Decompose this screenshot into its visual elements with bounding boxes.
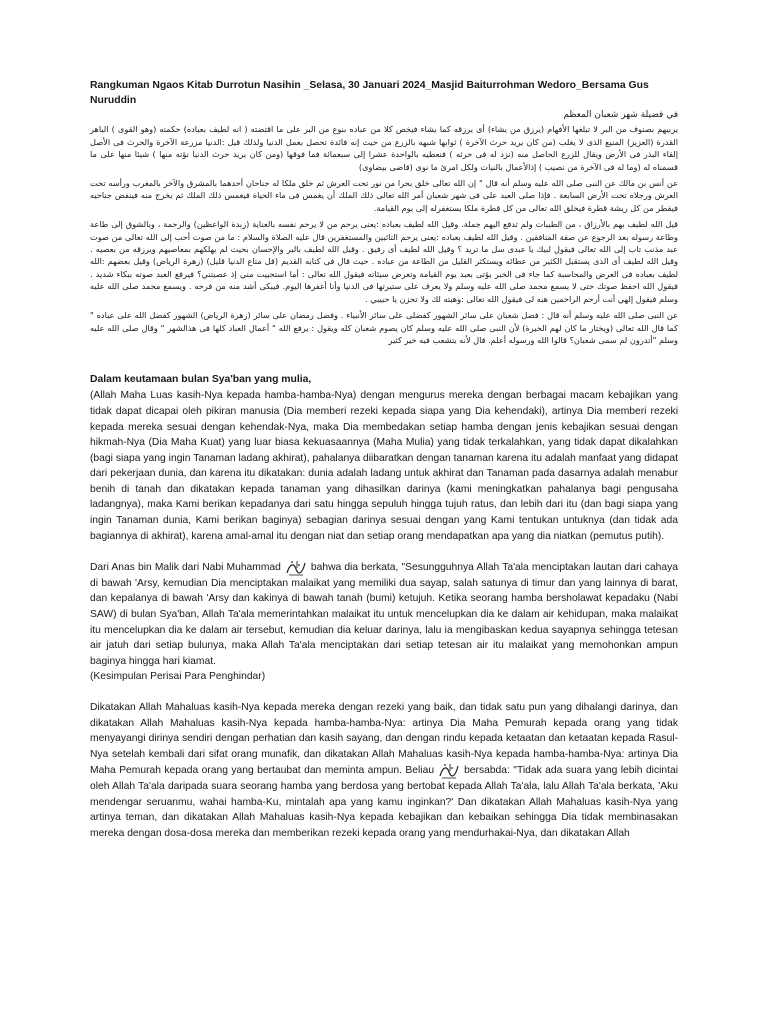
salawat-calligraphy-icon (284, 559, 308, 575)
arabic-paragraph-1: يربيهم بصنوف من البر لا تبلغها الأفهام (يرزق من يشاء) أى يرزقه كما يشاء فيخص كلا من عباده بنوع من البر على ما اقتضته ( انه لطيف بعباده) حكمته (وهو القوى ) الباهر القدرة (العزيز) المنيع الذى لا يغلب (من كان يريد حرث الآخرة ) ثوابها شبهه بالزرع من حيث إنه فائدة تحصل بعمل الدنيا ولذلك قيل :الدنيا مزرعة الآخرة والحرث فى الأصل إلقاء البذر فى الأرض ويقال للزرع الحاصل منه (نزد له فى حرثه ) فنعطيه بالواحدة عشرا إلى سبعمائة فما فوقها (ومن كان يريد حرث الدنيا نؤته منها ) شيئا منها على ما قسمناه له (وما له فى الآخرة من نصيب ) إذالأعمال بالنيات ولكل امرئ ما نوى (قاضى بيضاوى) (90, 124, 678, 172)
translation-paragraph-1: (Allah Maha Luas kasih-Nya kepada hamba-hamba-Nya) dengan mengurus mereka dengan berbagai macam kebajikan yang tidak dapat dicapai oleh pikiran manusia (Dia memberi rezeki kepada siapa yang Dia kehendaki), artinya Dia memberi rezeki kepada mereka sesuai dengan kehendak-Nya, maka Dia membedakan setiap hamba dengan jenis kebajikan sesuai dengan hikmah-Nya (Dia Maha Kuat) yang luar biasa kekuasaannya (Maha Mulia) yang tidak terkalahkan, yang tidak dapat dikalahkan (bagi siapa yang ingin Tanaman ladang akhirat), pahalanya diibaratkan dengan tanaman karena itu adalah manfaat yang didapat dari pekerjaan dunia, dan karena itu dikatakan: dunia adalah ladang untuk akhirat dan Tanaman pada dasarnya adalah menabur benih di tanah dan dikatakan kepada tanaman yang dihasilkan darinya (kami meningkatkan pahalanya bagi pengusaha ladangnya), maka Kami berikan kepadanya dari satu hingga sepuluh hingga tujuh ratus, dan lebih dari itu (dan bagi siapa yang ingin Tanaman dunia, Kami berikan baginya) sebagian darinya sesuai dengan yang Kami tentukan untuknya (dan tidak ada bagiannya di akhirat), karena amal-amal itu dengan niat dan setiap orang mendapatkan apa yang dia niatkan (pemutus putih). (90, 390, 678, 542)
translation-paragraph-3 (90, 700, 678, 841)
arabic-paragraph-3: قيل الله لطيف بهم بالأرزاق ، من الطيبات ولم تدفع اليهم جملة. وقيل الله لطيف بعباده :يعنى يرحم من لا يرحم نفسه بالعناية (زبدة الواعظين) والرحمة ، وبالشوق إلى طاعة وطاعة رسوله بعد الرجوع عن صفة المنافقين . وقيل الله لطيف بعباده :يعنى يرحم التائبين والمستغفرين قال عليه الصلاة والسلام : ما من صوت أحب إلى الله تعالى من صوت عبد مذنب تاب إلى الله تعالى فيقول لبيك يا عبدى سل ما تريد ؟ وقيل الله لطيف أى رفيق . وقيل الله لطيف بالبر والإحسان بحيث لم يهلكهم بمعاصيهم ويرزقه من بعصيه . وقيل الله لطيف أى الذى يستقبل الكثير من عطائه ويستكثر القليل من الطاعة من عباده . حيث قال فى كتابه القديم (قل متاع الدنيا قليل) (زهرة الرياض) وقيل بعضهم :الله لطيف بعباده فى العرض والمحاسبة كما جاء فى الخبر يؤتى بعبد يوم القيامة وتعرض سيئاته فيقول الله تعالى : أما استحييت مني إذ عصيتني؟ فيرفع العبد صوته ببكاء شديد . فيقول الله احفظ صوتك حتى لا يسمع محمد صلى الله عليه وسلم ولا يعرف على ستيرتها فى الدنيا وأنا أغفرها اليوم. فيبكى أشد منه من فرحه . ويسمع محمد صلى الله عليه وسلم فيقول إلهي أنت أرحم الراحمين هبه لى فيقول الله تعالى :وهبته لك ولا تحزن يا حبيبي . (90, 219, 678, 304)
section-heading: Dalam keutamaan bulan Sya'ban yang mulia, (90, 374, 312, 386)
document-title: Rangkuman Ngaos Kitab Durrotun Nasihin _Selasa, 30 Januari 2024_Masjid Baiturrohman Wedoro_Bersama Gus Nuruddin (90, 80, 649, 106)
paragraph-3-body: bersabda: "Tidak ada suara yang lebih dicintai oleh Allah Ta'ala daripada suara seorang hamba yang berdosa yang bertobat kepada Allah Ta'ala, lalu Allah Ta'ala berkata, 'Aku mendengar seruanmu, wahai hamba-Ku, mintalah apa yang kamu inginkan?' Dan dikatakan Allah Mahaluas kasih-Nya yang artinya teman, dan dikatakan Allah Mahaluas kasih-Nya kepada kebajikan dan kebaikan sehingga Dia tidak membinasakan mereka dengan dosa-dosa mereka dan memberikan rezeki kepada orang yang mendurhakai-Nya, dan dikatakan Allah (90, 765, 679, 839)
arabic-paragraph-2: عن أنس بن مالك عن النبى صلى الله عليه وسلم أنه قال " إن الله تعالى خلق بحرا من نور تحت العرش ثم خلق ملكا له جناحان أحدهما بالمشرق والآخر بالمغرب ورأسه تحت العرش ورجلاه تحت الأرض السابعة . فإذا صلى العبد على فى شهر شعبان أمر الله تعالى ذلك الملك أن يغمس فى ماء الحياة فيغمس ذلك الملك ثم يخرج منه فينفض جناحيه فيقطر من كل ريشة قطرة فيخلق الله تعالى من كل قطرة ملكا يستغفرله إلى يوم القيامة. (90, 178, 678, 213)
paragraph-3-lead: Dikatakan Allah Mahaluas kasih-Nya kepada mereka dengan rezeki yang baik, dan tidak satu pun yang dihalangi darinya, dan dikatakan Allah Mahaluas kasih-Nya kepada hamba-hamba-Nya: artinya Dia Maha Pemurah kepada orang yang tidak menyayangi dirinya sendiri dengan perhatian dan kasih sayang, dan dengan rindu kepada ketaatan dan ketaatan kepada Rasul-Nya setelah kembali dari sifat orang munafik, dan dikatakan Allah Mahaluas kasih-Nya kepada hamba-hamba-Nya: artinya Dia Maha Pemurah kepada orang yang bertaubat dan meminta ampun. Beliau (90, 702, 678, 777)
arabic-paragraph-4: عن النبى صلى الله عليه وسلم أنه قال : فضل شعبان على سائر الشهور كفضلى على سائر الأنبياء . وفضل رمضان على سائر (زهرة الرياض) الشهور كفضل الله على عباده " كما قال الله تعالى (ويختار ما كان لهم الخيرة) لأن النبى صلى الله عليه وسلم كان يصوم شعبان كله ويقول : يرفع الله " أعمال العباد كلها فى هذالشهر " وقال صلى الله عليه وسلم "أتدرون لم سمى شعبان؟ قالوا الله ورسوله أعلم. قال لأنه يتشعب فيه خير كثير (90, 310, 678, 345)
arabic-heading: في فضيلة شهر شعبان المعظم (563, 110, 678, 120)
translation-paragraph-2 (90, 559, 678, 669)
paragraph-2-body: bahwa dia berkata, "Sesungguhnya Allah Ta'ala menciptakan lautan dari cahaya di bawah 'Arsy, kemudian Dia menciptakan malaikat yang memiliki dua sayap, salah satunya di timur dan yang lainnya di barat, dan kepalanya di bawah 'Arsy dan kakinya di bawah tanah (bumi) ketujuh. Ketika seorang hamba bersholawat kepadaku (Nabi SAW) di bulan Sya'ban, Allah Ta'ala memerintahkan malaikat itu untuk mencelupkan dia ke dalam air kehidupan, maka malaikat itu mencelupkan dia ke dalam air tersebut, kemudian dia keluar darinya, lalu ia mengibaskan kedua sayapnya sehingga tetesan air jatuh dari setiap bulunya, maka Allah Ta'ala menciptakan dari setiap tetesan air itu malaikat yang memohonkan ampun baginya hingga hari kiamat. (90, 562, 678, 667)
paragraph-2-lead: Dari Anas bin Malik dari Nabi Muhammad (90, 562, 281, 574)
salawat-calligraphy-icon (437, 762, 461, 778)
paragraph-2-source: (Kesimpulan Perisai Para Penghindar) (90, 671, 266, 683)
